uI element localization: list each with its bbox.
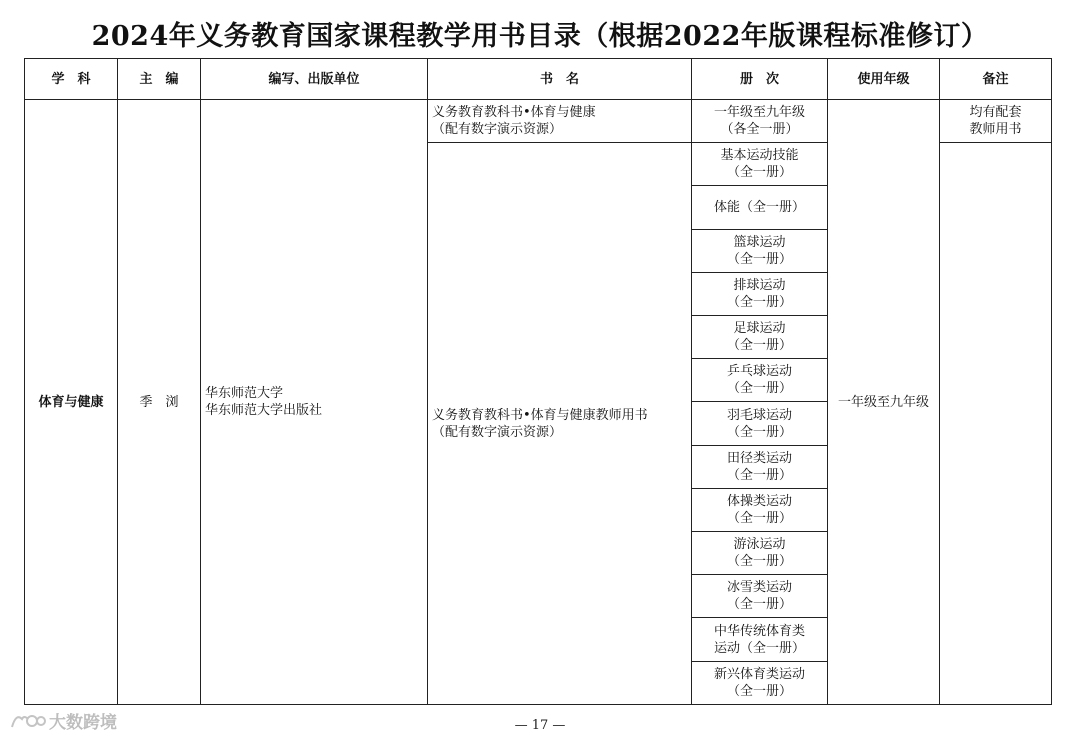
volume-line: （各全一册）	[720, 122, 799, 138]
volume-line: （全一册）	[726, 251, 792, 267]
volume-cell	[692, 488, 828, 531]
remarks-line: 教师用书	[969, 122, 1022, 138]
volume-line: （全一册）	[726, 338, 792, 354]
volume-line: 排球运动	[733, 277, 786, 293]
volume-line: 中华传统体育类	[713, 623, 805, 639]
publisher-line: 华东师范大学出版社	[205, 403, 323, 418]
book-name-cell	[428, 100, 692, 143]
volume-line: （全一册）	[726, 554, 792, 570]
header-row	[25, 59, 1052, 100]
publisher-line: 华东师范大学	[205, 386, 284, 401]
book-name-line: （配有数字演示资源）	[432, 122, 563, 138]
editor-cell: 季 浏	[118, 100, 201, 705]
table-body	[25, 100, 1052, 705]
book-name-cell	[428, 143, 692, 705]
volume-line: 基本运动技能	[720, 148, 799, 164]
volume-line: 游泳运动	[733, 537, 786, 553]
volume-cell	[692, 100, 828, 143]
book-name-line: 义务教育教科书•体育与健康	[432, 105, 596, 121]
header-grade: 使用年级	[828, 59, 940, 100]
page-number: — 17 —	[514, 718, 566, 733]
volume-cell	[692, 229, 828, 272]
volume-line: 田径类运动	[726, 450, 792, 466]
volume-line: （全一册）	[726, 467, 792, 483]
volume-line: （全一册）	[726, 294, 792, 310]
volume-line: 足球运动	[733, 321, 786, 337]
volume-cell	[692, 402, 828, 445]
publisher-cell	[201, 100, 428, 705]
volume-line: 运动（全一册）	[713, 640, 805, 656]
volume-cell	[692, 272, 828, 315]
volume-line: 新兴体育类运动	[713, 666, 805, 682]
textbook-catalog-table	[24, 58, 1052, 705]
remarks-cell	[940, 143, 1052, 705]
volume-cell	[692, 618, 828, 661]
volume-cell	[692, 143, 828, 186]
volume-cell	[692, 532, 828, 575]
volume-line: （全一册）	[726, 683, 792, 699]
volume-cell	[692, 186, 828, 229]
volume-cell	[692, 359, 828, 402]
volume-line: （全一册）	[726, 510, 792, 526]
remarks-cell	[940, 100, 1052, 143]
volume-line: 体操类运动	[726, 493, 792, 509]
volume-line: （全一册）	[726, 424, 792, 440]
header-remarks: 备注	[940, 59, 1052, 100]
header-publisher: 编写、出版单位	[201, 59, 428, 100]
volume-cell	[692, 316, 828, 359]
header-volume: 册 次	[692, 59, 828, 100]
header-subject: 学 科	[25, 59, 118, 100]
volume-cell	[692, 661, 828, 704]
grade-cell: 一年级至九年级	[828, 100, 940, 705]
volume-line: 乒乓球运动	[726, 364, 792, 380]
volume-line: 体能（全一册）	[713, 200, 805, 215]
volume-cell	[692, 445, 828, 488]
volume-line: 篮球运动	[733, 234, 786, 250]
subject-cell: 体育与健康	[25, 100, 118, 705]
volume-line: （全一册）	[726, 381, 792, 397]
volume-line: 冰雪类运动	[726, 580, 792, 596]
table-row	[25, 100, 1052, 143]
book-name-line: （配有数字演示资源）	[432, 424, 563, 440]
book-name-line: 义务教育教科书•体育与健康教师用书	[432, 407, 648, 423]
remarks-line: 均有配套	[969, 105, 1022, 121]
volume-line: 一年级至九年级	[713, 105, 805, 121]
page-title: 2024年义务教育国家课程教学用书目录（根据2022年版课程标准修订）	[91, 21, 989, 52]
volume-line: （全一册）	[726, 597, 792, 613]
header-book-name: 书 名	[428, 59, 692, 100]
watermark-text: 大数跨境	[49, 713, 117, 733]
volume-cell	[692, 575, 828, 618]
volume-line: （全一册）	[726, 165, 792, 181]
header-editor: 主 编	[118, 59, 201, 100]
volume-line: 羽毛球运动	[726, 407, 792, 423]
